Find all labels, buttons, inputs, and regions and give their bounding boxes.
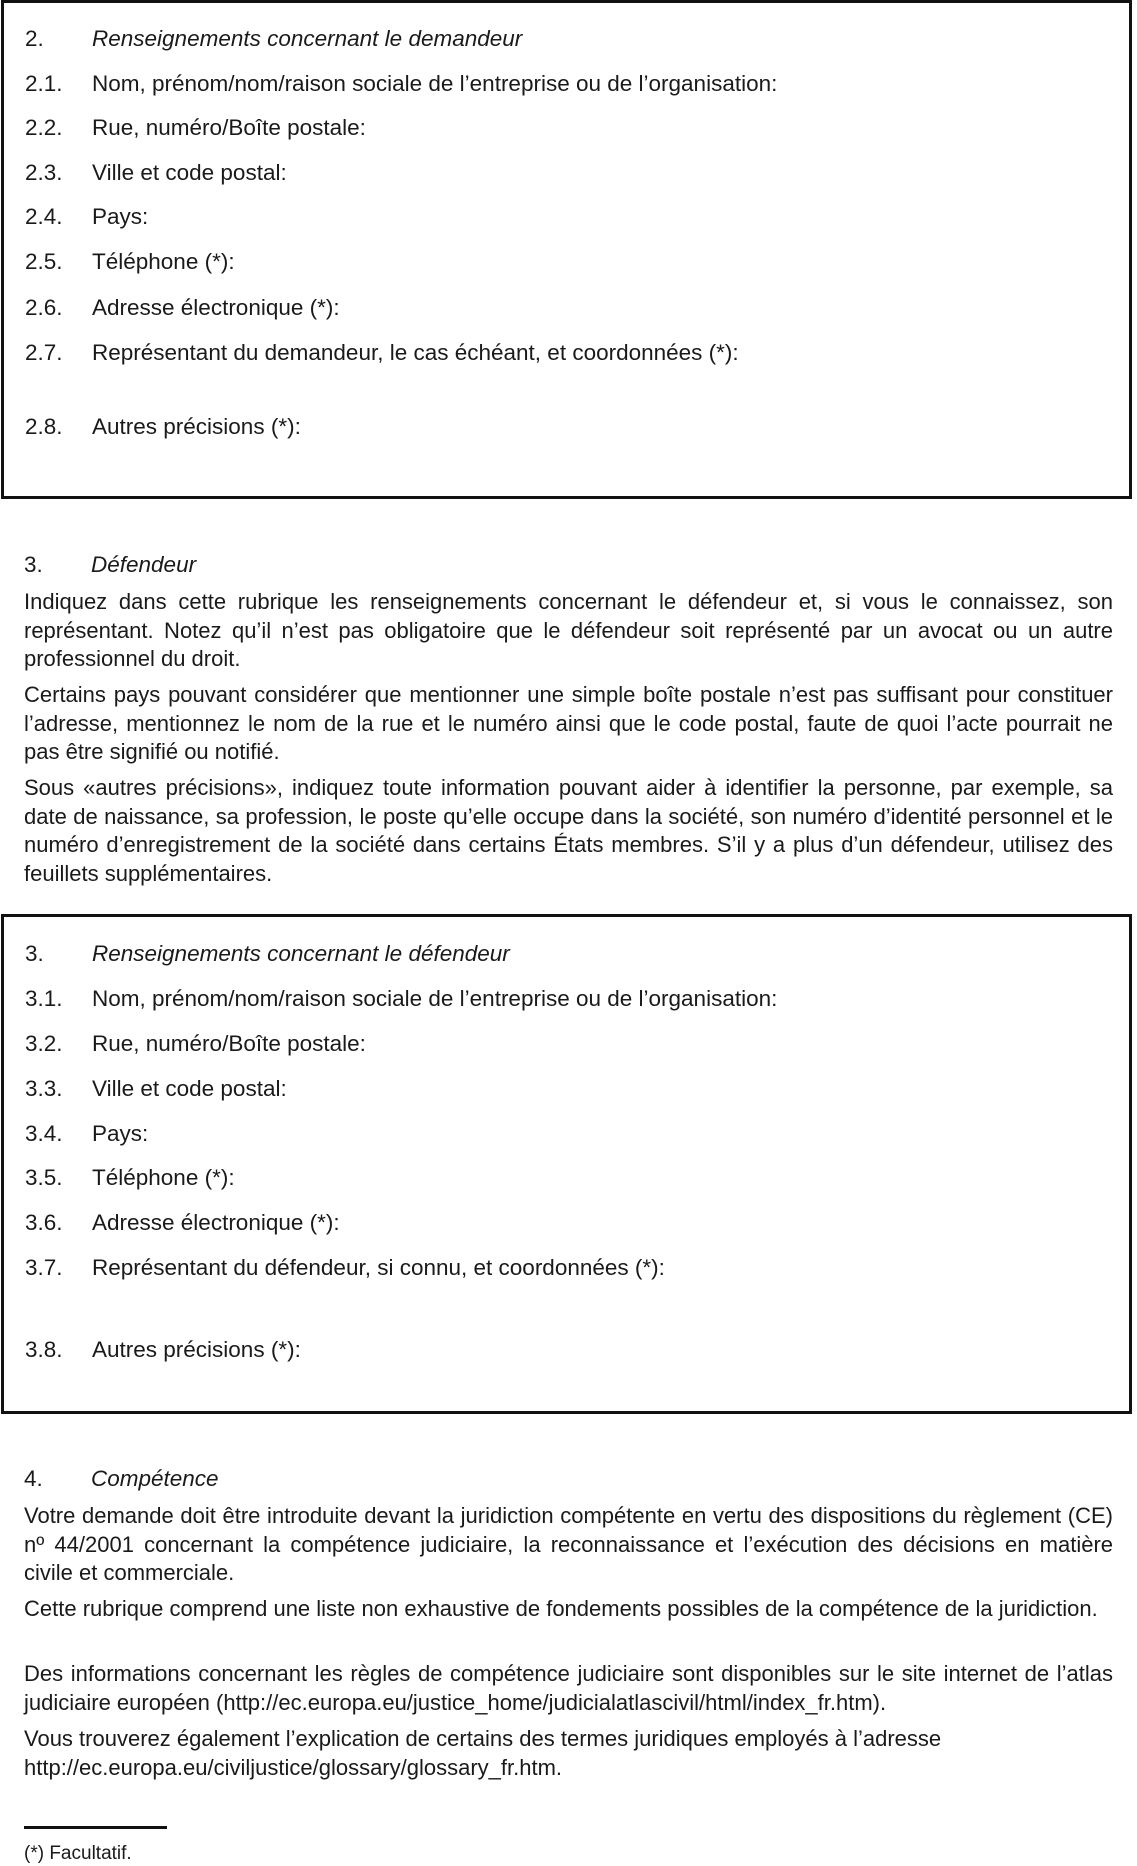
field-other: 2.8. Autres précisions (*): bbox=[25, 414, 301, 439]
defendant-details-box bbox=[1, 914, 1132, 1414]
defendant-heading: 3. Défendeur bbox=[24, 552, 197, 577]
jurisdiction-paragraph: Votre demande doit être introduite devant la juridiction compétente en vertu des dispositions du règlement (CE) nº 44/2001 concernant la compétence judiciaire, la reconnaissance et l’exécution des décisions en matière civile et commerciale. bbox=[24, 1503, 1113, 1585]
field-name: 2.1. Nom, prénom/nom/raison sociale de l’entreprise ou de l’organisation: bbox=[25, 71, 778, 96]
jurisdiction-paragraph: Des informations concernant les règles de compétence judiciaire sont disponibles sur le site internet de l’atlas judiciaire européen (http://ec.europa.eu/justice_home/judicialatlascivil/html/index_fr.htm). bbox=[24, 1661, 1113, 1715]
jurisdiction-paragraph: Vous trouverez également l’explication de certains des termes juridiques employés à l’adresse http://ec.europa.eu/civiljustice/glossary/glossary_fr.htm. bbox=[24, 1726, 942, 1780]
field-representative: 3.7. Représentant du défendeur, si connu, et coordonnées (*): bbox=[25, 1255, 665, 1280]
defendant-paragraph: Sous «autres précisions», indiquez toute information pouvant aider à identifier la personne, par exemple, sa date de naissance, sa profession, le poste qu’elle occupe dans la société, son numéro d’identité personnel et le numéro d’enregistrement de la société dans certains États membres. S’il y a plus d’un défendeur, utilisez des feuillets supplémentaires. bbox=[24, 775, 1113, 886]
field-country: 3.4. Pays: bbox=[25, 1121, 149, 1146]
defendant-paragraph: Indiquez dans cette rubrique les renseignements concernant le défendeur et, si vous le connaissez, son représentant. Notez qu’il n’est pas obligatoire que le défendeur soit représenté par un avocat ou un autre professionnel du droit. bbox=[24, 589, 1113, 671]
field-city: 2.3. Ville et code postal: bbox=[25, 160, 287, 185]
defendant-paragraph: Certains pays pouvant considérer que mentionner une simple boîte postale n’est pas suffisant pour constituer l’adresse, mentionnez le nom de la rue et le numéro ainsi que le code postal, faute de quoi l’acte pourrait ne pas être signifié ou notifié. bbox=[24, 682, 1113, 764]
jurisdiction-heading: 4. Compétence bbox=[24, 1466, 219, 1491]
footnote-rule bbox=[24, 1826, 167, 1829]
field-phone: 3.5. Téléphone (*): bbox=[25, 1165, 235, 1190]
field-representative: 2.7. Représentant du demandeur, le cas échéant, et coordonnées (*): bbox=[25, 340, 739, 365]
section-heading: 3. Renseignements concernant le défendeur bbox=[25, 941, 510, 966]
applicant-details-box bbox=[1, 0, 1132, 499]
field-country: 2.4. Pays: bbox=[25, 204, 149, 229]
footnote: (*) Facultatif. bbox=[24, 1843, 132, 1864]
jurisdiction-paragraph: Cette rubrique comprend une liste non exhaustive de fondements possibles de la compétence de la juridiction. bbox=[24, 1596, 1098, 1621]
field-phone: 2.5. Téléphone (*): bbox=[25, 249, 235, 274]
field-street: 2.2. Rue, numéro/Boîte postale: bbox=[25, 115, 366, 140]
field-street: 3.2. Rue, numéro/Boîte postale: bbox=[25, 1031, 366, 1056]
section-heading: 2. Renseignements concernant le demandeur bbox=[25, 26, 523, 51]
field-city: 3.3. Ville et code postal: bbox=[25, 1076, 287, 1101]
field-other: 3.8. Autres précisions (*): bbox=[25, 1337, 301, 1362]
field-email: 2.6. Adresse électronique (*): bbox=[25, 295, 340, 320]
field-email: 3.6. Adresse électronique (*): bbox=[25, 1210, 340, 1235]
field-name: 3.1. Nom, prénom/nom/raison sociale de l’entreprise ou de l’organisation: bbox=[25, 986, 778, 1011]
